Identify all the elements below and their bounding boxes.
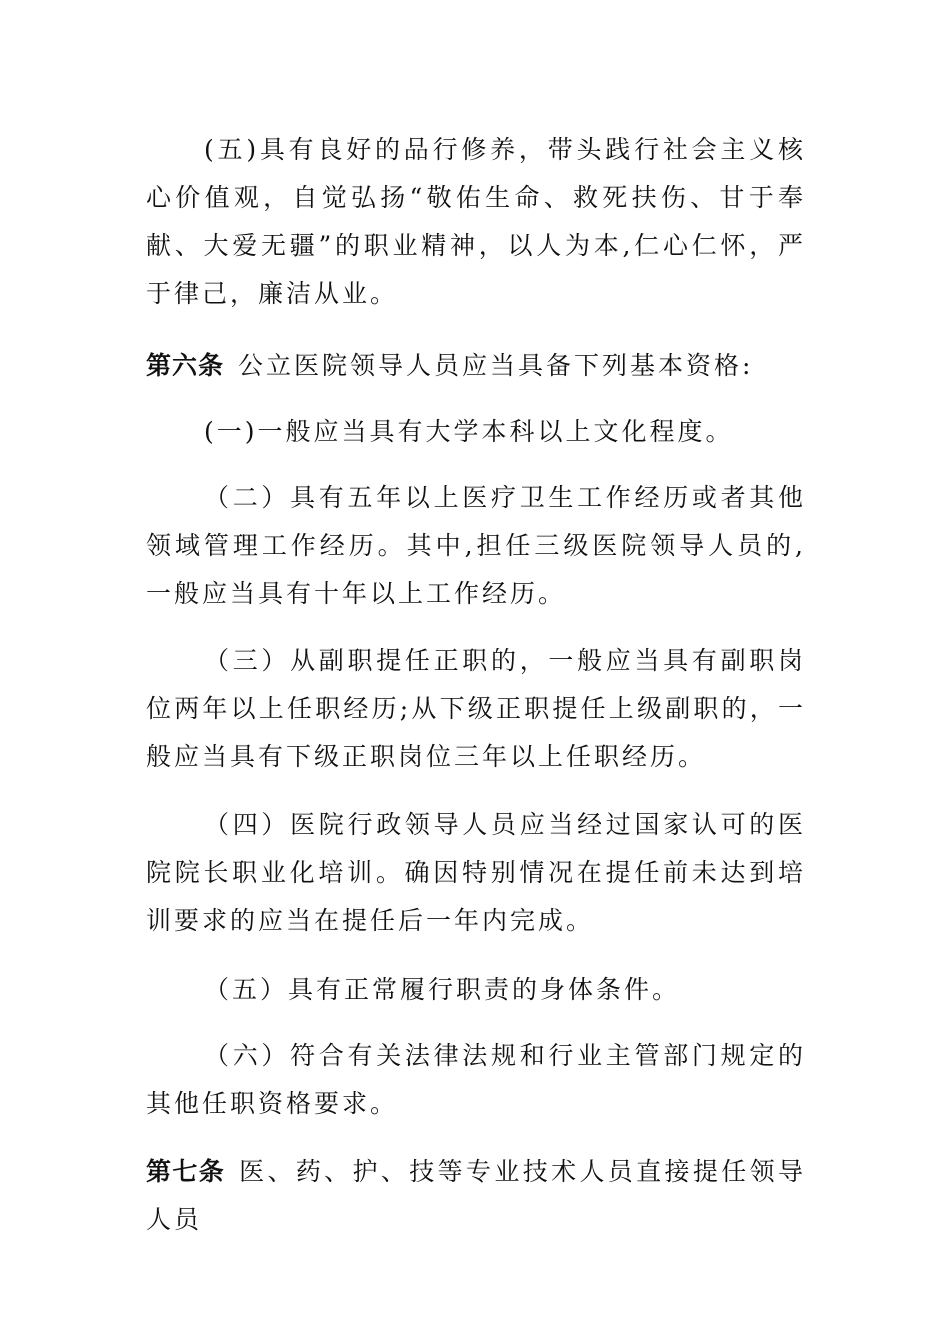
paragraph-other-requirements	[146, 1032, 806, 1128]
paragraph-text: （三）从副职提任正职的，一般应当具有副职岗位两年以上任职经历;从下级正职提任上级副职的，一般应当具有下级正职岗位三年以上任职经历。	[146, 646, 806, 771]
paragraph-text: (一)一般应当具有大学本科以上文化程度。	[204, 417, 734, 446]
paragraph-character-requirement	[146, 126, 806, 318]
paragraph-health	[146, 966, 806, 1014]
paragraph-text: （五）具有正常履行职责的身体条件。	[204, 975, 681, 1004]
article-six	[146, 342, 806, 390]
article-seven	[146, 1148, 806, 1244]
paragraph-text: 医、药、护、技等专业技术人员直接提任领导人员	[146, 1157, 806, 1234]
article-label: 第七条	[146, 1157, 226, 1186]
article-label: 第六条	[146, 351, 225, 380]
paragraph-text: (五)具有良好的品行修养，带头践行社会主义核心价值观，自觉弘扬“敬佑生命、救死扶伤、甘于奉献、大爱无疆”的职业精神，以人为本,仁心仁怀，严于律己，廉洁从业。	[146, 135, 806, 308]
paragraph-training	[146, 801, 806, 945]
paragraph-work-experience	[146, 474, 806, 618]
paragraph-text: 公立医院领导人员应当具备下列基本资格:	[238, 351, 754, 380]
paragraph-text: （二）具有五年以上医疗卫生工作经历或者其他领域管理工作经历。其中,担任三级医院领导人员的,一般应当具有十年以上工作经历。	[146, 483, 806, 608]
paragraph-education	[146, 408, 806, 456]
paragraph-promotion-experience	[146, 637, 806, 781]
paragraph-text: （六）符合有关法律法规和行业主管部门规定的其他任职资格要求。	[146, 1041, 806, 1118]
paragraph-text: （四）医院行政领导人员应当经过国家认可的医院院长职业化培训。确因特别情况在提任前未达到培训要求的应当在提任后一年内完成。	[146, 810, 806, 935]
